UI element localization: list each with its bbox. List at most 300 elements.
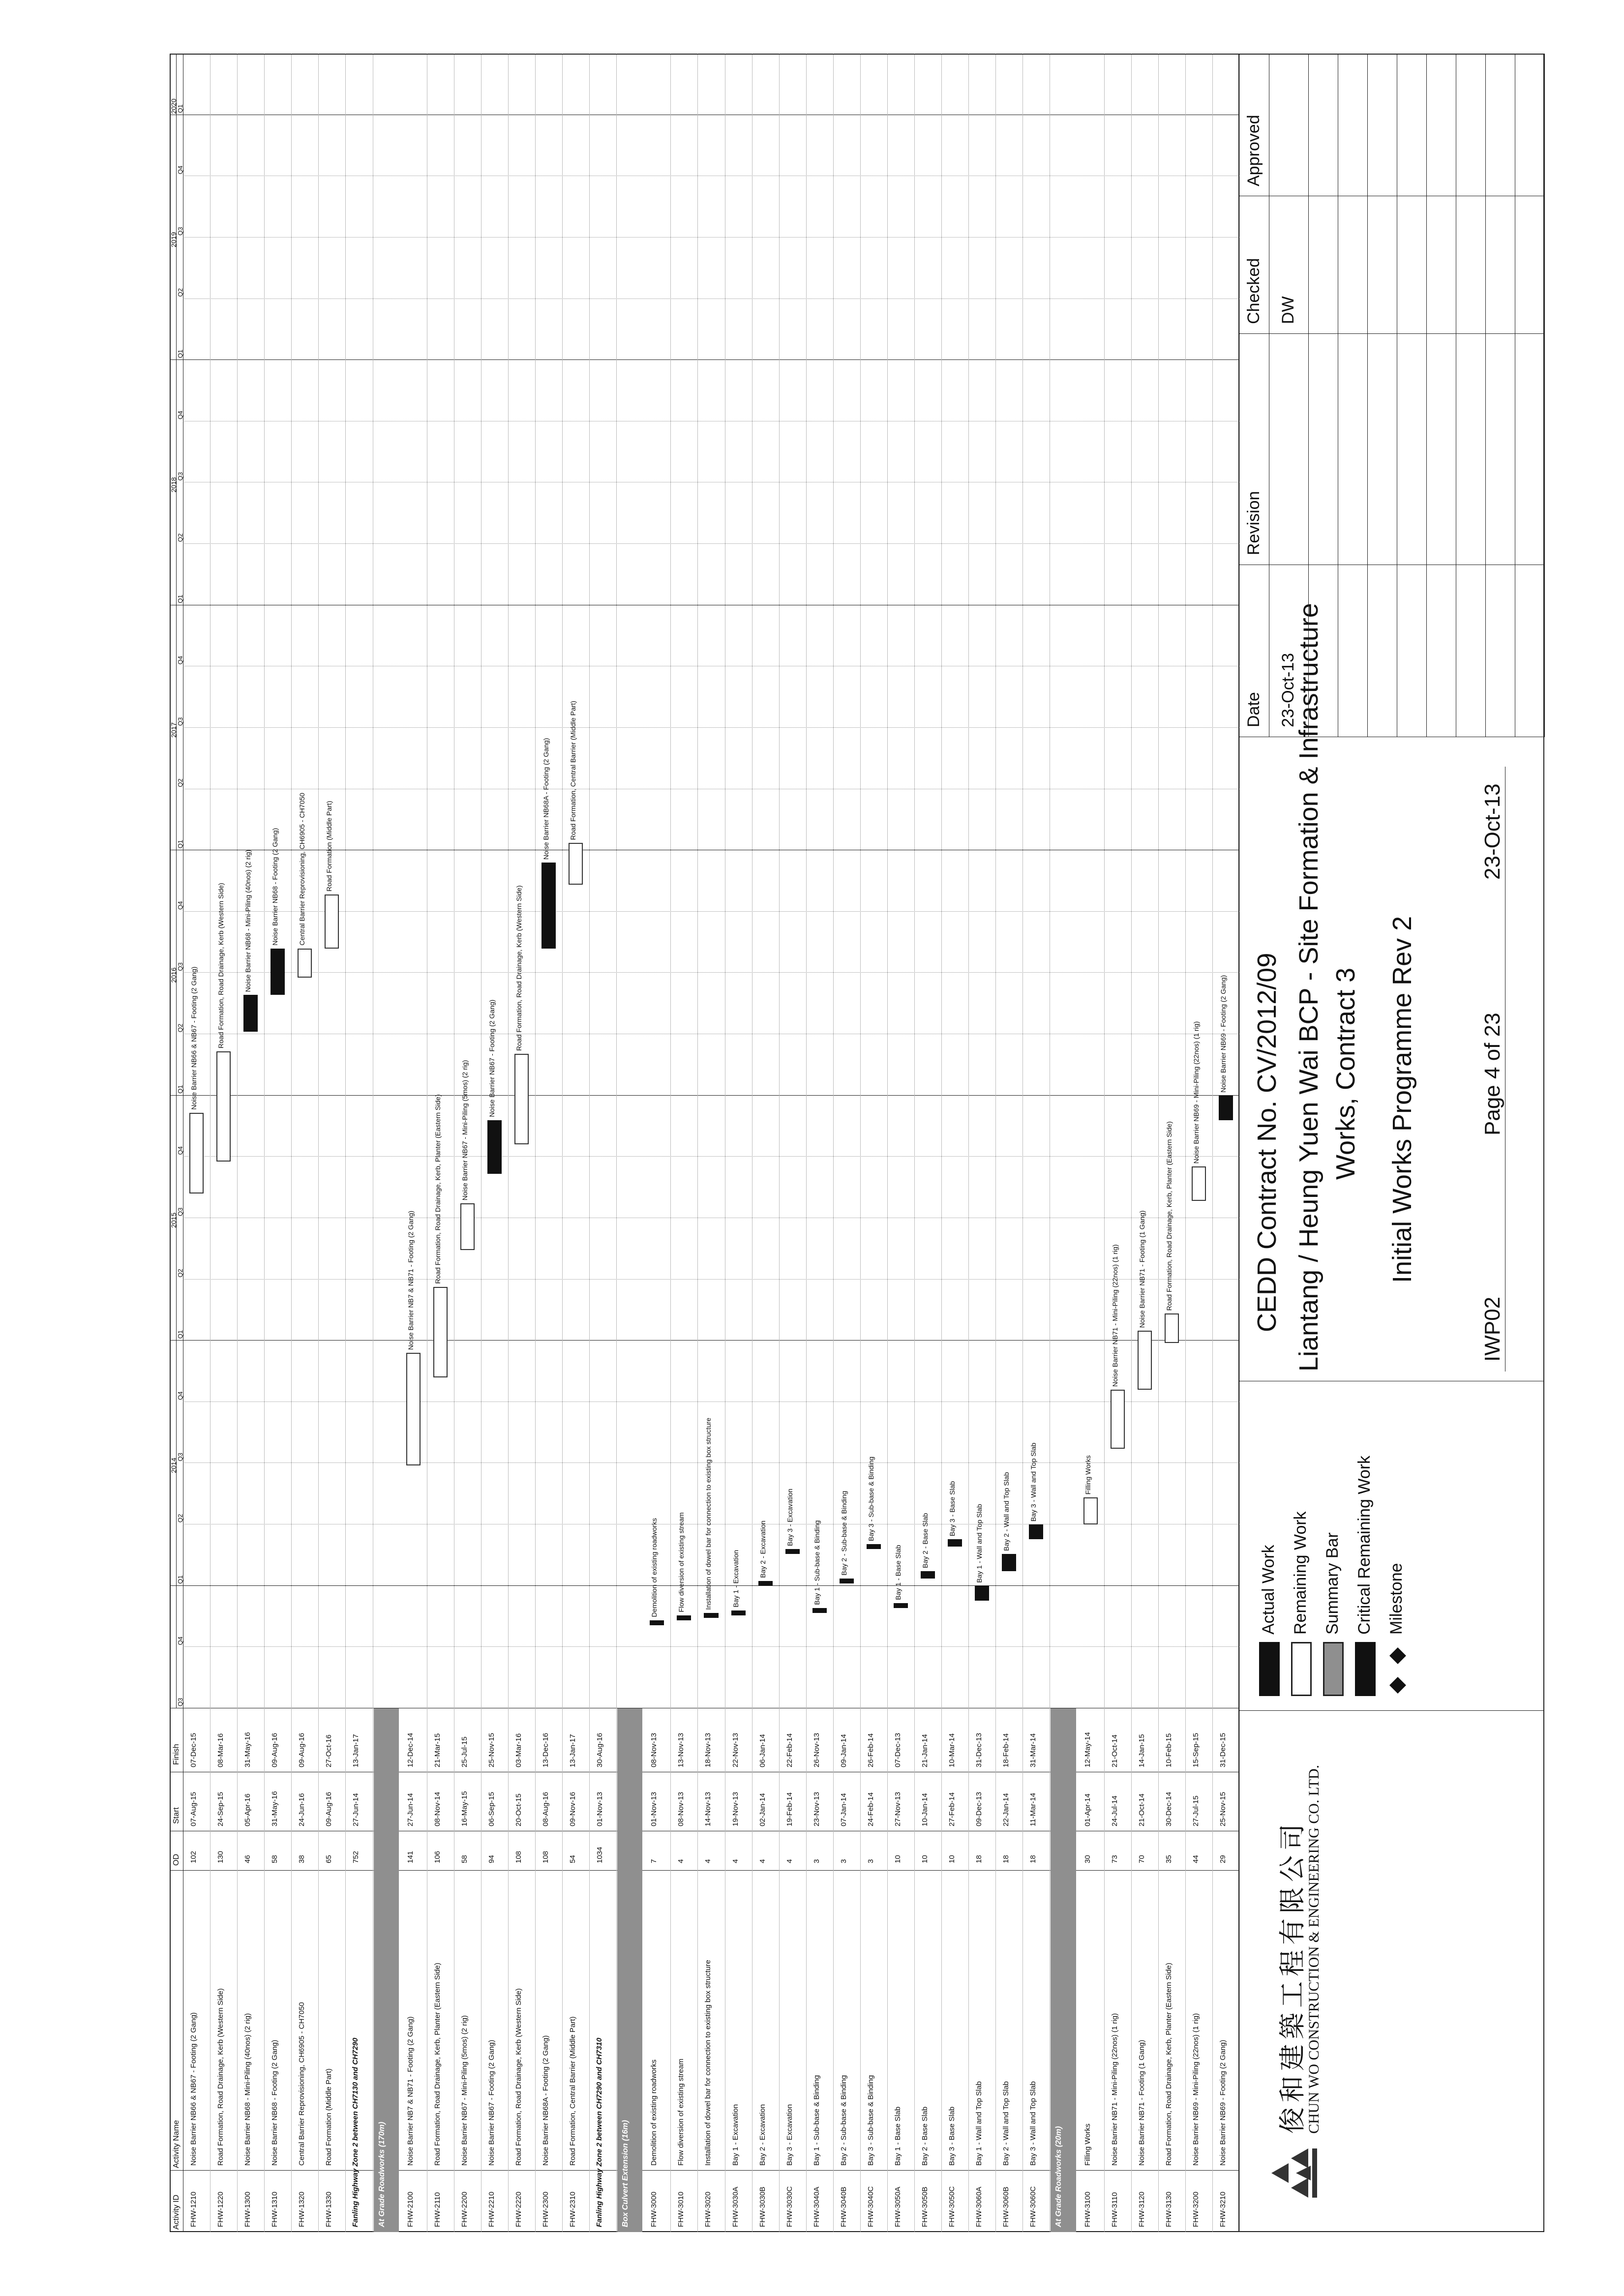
project-title-line2: Works, Contract 3: [1331, 967, 1360, 1180]
header-activity-id: Activity ID: [172, 2194, 180, 2230]
activity-od: 10: [948, 1855, 957, 1863]
activity-od: 58: [271, 1855, 279, 1863]
timeline-quarter-label: Q2: [177, 1514, 184, 1523]
critical-bar: [812, 1608, 827, 1613]
remaining-bar: [298, 949, 312, 978]
activity-id: FHW-2210: [487, 2191, 496, 2227]
activity-od: 18: [1029, 1855, 1038, 1863]
timeline-gridline: [183, 1156, 1239, 1157]
activity-start: 07-Jan-14: [839, 1793, 848, 1826]
activity-finish: 21-Jan-14: [921, 1734, 930, 1767]
row-divider: [291, 54, 292, 2232]
bar-label: Noise Barrier NB68 - Mini-Piling (40nos) (2 rig): [244, 849, 252, 992]
activity-od: 18: [1002, 1855, 1011, 1863]
bar-label: Noise Barrier NB67 - Footing (2 Gang): [487, 999, 496, 1117]
timeline-quarter-label: Q1: [177, 595, 184, 603]
legend-remaining-label: Remaining Work: [1291, 1511, 1310, 1635]
activity-finish: 08-Nov-13: [650, 1732, 659, 1767]
timeline-quarter-label: Q1: [177, 1085, 184, 1094]
activity-start: 20-Oct-15: [514, 1793, 523, 1826]
company-logo-icon: [1269, 2144, 1323, 2203]
activity-od: 18: [975, 1855, 984, 1863]
bar-label: Road Formation, Central Barrier (Middle Part): [569, 701, 577, 840]
revision-header: Date: [1244, 692, 1263, 727]
activity-id: FHW-3030B: [758, 2186, 767, 2227]
timeline-quarter-label: Q1: [177, 104, 184, 113]
bar-label: Flow diversion of existing stream: [677, 1512, 686, 1612]
activity-finish: 18-Feb-14: [1002, 1733, 1011, 1767]
timeline-quarter-label: Q4: [177, 901, 184, 910]
bar-label: Bay 1 - Base Slab: [894, 1545, 902, 1600]
activity-name: Bay 3 - Excavation: [785, 2104, 794, 2166]
activity-name: Bay 1 - Excavation: [731, 2104, 740, 2166]
activity-name: Demolition of existing roadworks: [650, 2059, 659, 2166]
legend-actual-label: Actual Work: [1259, 1545, 1278, 1635]
activity-name: Bay 2 - Sub-base & Binding: [839, 2075, 848, 2166]
activity-name: Bay 1 - Wall and Top Slab: [975, 2081, 984, 2166]
activity-od: 4: [704, 1859, 713, 1863]
timeline-gridline: [183, 1401, 1239, 1402]
activity-od: 35: [1164, 1855, 1173, 1863]
remaining-bar: [189, 1113, 204, 1194]
summary-od: 752: [352, 1850, 361, 1863]
activity-name: Road Formation, Central Barrier (Middle Part): [569, 2016, 577, 2166]
timeline-quarter-label: Q3: [177, 962, 184, 971]
header-od: OD: [172, 1854, 180, 1866]
row-divider: [237, 54, 238, 2232]
critical-bar: [1219, 1096, 1233, 1120]
timeline-gridline: [170, 359, 1239, 360]
activity-name: Noise Barrier NB66 & NB67 - Footing (2 Gang): [189, 2012, 198, 2166]
activity-id: FHW-2100: [406, 2191, 415, 2227]
activity-start: 31-May-16: [271, 1791, 279, 1826]
activity-id: FHW-3000: [650, 2191, 659, 2227]
timeline-quarter-label: Q3: [177, 472, 184, 481]
activity-start: 11-Mar-14: [1029, 1792, 1038, 1826]
activity-finish: 09-Aug-16: [298, 1732, 306, 1767]
critical-bar: [731, 1610, 746, 1615]
activity-id: FHW-1320: [298, 2191, 306, 2227]
critical-bar: [894, 1603, 908, 1608]
revision-cell: 23-Oct-13: [1279, 653, 1297, 727]
activity-finish: 10-Mar-14: [948, 1733, 957, 1767]
remaining-bar: [514, 1054, 529, 1144]
activity-od: 30: [1083, 1855, 1092, 1863]
activity-name: Flow diversion of existing stream: [677, 2058, 686, 2166]
activity-id: FHW-2110: [433, 2192, 442, 2227]
activity-start: 08-Aug-16: [541, 1791, 550, 1826]
activity-start: 22-Jan-14: [1002, 1793, 1011, 1826]
activity-start: 01-Apr-14: [1083, 1793, 1092, 1826]
critical-bar: [758, 1581, 773, 1586]
activity-od: 10: [921, 1855, 930, 1863]
remaining-bar: [325, 895, 339, 949]
activity-od: 3: [812, 1859, 821, 1863]
revision-table-rule: [1308, 54, 1309, 737]
activity-id: FHW-3040A: [812, 2186, 821, 2227]
timeline-quarter-label: Q1: [177, 349, 184, 358]
activity-od: 4: [731, 1859, 740, 1863]
activity-start: 24-Sep-15: [216, 1791, 225, 1826]
activity-id: FHW-3030A: [731, 2186, 740, 2227]
summary-start: 01-Nov-13: [596, 1791, 604, 1826]
activity-start: 24-Jun-16: [298, 1793, 306, 1826]
activity-finish: 08-Mar-16: [216, 1733, 225, 1767]
activity-name: Noise Barrier NB69 - Footing (2 Gang): [1218, 2040, 1227, 2166]
activity-start: 14-Nov-13: [704, 1791, 713, 1826]
legend-swatch-summary: [1323, 1642, 1344, 1696]
activity-finish: 13-Dec-16: [541, 1732, 550, 1767]
row-divider: [318, 54, 319, 2232]
bar-label: Bay 2 - Sub-base & Binding: [840, 1491, 848, 1576]
bar-label: Noise Barrier NB71 - Footing (1 Gang): [1138, 1210, 1146, 1328]
activity-finish: 22-Feb-14: [785, 1733, 794, 1767]
timeline-gridline: [170, 1095, 1239, 1096]
timeline-gridline: [183, 237, 1239, 238]
page-number: Page 4 of 23: [1480, 1013, 1504, 1135]
activity-id: FHW-1210: [189, 2191, 198, 2227]
legend-swatch-actual: [1259, 1642, 1280, 1696]
timeline-quarter-label: Q4: [177, 1146, 184, 1155]
activity-finish: 21-Oct-14: [1110, 1734, 1119, 1767]
timeline-gridline: [183, 911, 1239, 912]
activity-id: FHW-1300: [243, 2191, 252, 2227]
bar-label: Bay 1 - Wall and Top Slab: [975, 1504, 984, 1583]
timeline-quarter-label: Q4: [177, 1391, 184, 1400]
activity-name: Road Formation, Road Drainage, Kerb (Western Side): [216, 1988, 225, 2166]
activity-id: FHW-3210: [1218, 2191, 1227, 2227]
timeline-quarter-label: Q1: [177, 1575, 184, 1584]
activity-name: Road Formation, Road Drainage, Kerb, Planter (Eastern Side): [433, 1963, 442, 2166]
activity-finish: 07-Dec-13: [894, 1732, 902, 1767]
activity-name: Bay 2 - Excavation: [758, 2104, 767, 2166]
activity-start: 23-Nov-13: [812, 1791, 821, 1826]
remaining-bar: [1138, 1331, 1152, 1390]
activity-finish: 31-Dec-13: [975, 1732, 984, 1767]
bar-label: Central Barrier Reprovisioning, CH6905 - CH7050: [298, 793, 306, 946]
timeline-gridline: [183, 727, 1239, 728]
activity-name: Bay 3 - Base Slab: [948, 2106, 957, 2166]
activity-id: FHW-3050A: [894, 2186, 902, 2227]
critical-bar: [1002, 1554, 1016, 1571]
activity-start: 10-Jan-14: [921, 1793, 930, 1826]
bar-label: Bay 3 - Wall and Top Slab: [1029, 1442, 1038, 1522]
activity-start: 24-Feb-14: [866, 1792, 875, 1826]
activity-od: 108: [514, 1850, 523, 1863]
activity-start: 19-Feb-14: [785, 1792, 794, 1826]
activity-name: Bay 1 - Base Slab: [894, 2106, 902, 2166]
critical-bar: [867, 1544, 881, 1549]
row-divider: [968, 54, 969, 2232]
row-divider: [995, 54, 996, 2232]
activity-start: 27-Jul-15: [1191, 1795, 1200, 1826]
activity-id: FHW-2310: [569, 2191, 577, 2227]
row-divider: [210, 54, 211, 2232]
critical-bar: [948, 1539, 962, 1547]
revision-header: Checked: [1244, 258, 1263, 324]
activity-od: 130: [216, 1850, 225, 1863]
activity-finish: 09-Aug-16: [271, 1732, 279, 1767]
critical-bar: [704, 1613, 718, 1618]
activity-start: 08-Nov-14: [433, 1791, 442, 1826]
bar-label: Bay 2 - Base Slab: [921, 1513, 930, 1568]
activity-od: 106: [433, 1850, 442, 1863]
timeline-year-label: 2018: [170, 477, 178, 493]
programme-title: Initial Works Programme Rev 2: [1387, 916, 1417, 1283]
row-divider: [1212, 54, 1213, 2232]
bar-label: Bay 2 - Excavation: [758, 1521, 767, 1578]
timeline-gridline: [170, 1340, 1239, 1341]
timeline-year-label: 2015: [170, 1212, 178, 1228]
activity-name: Road Formation (Middle Part): [325, 2068, 333, 2166]
company-name-chinese: 俊和建築工程有限公司: [1277, 1819, 1308, 2134]
activity-start: 27-Nov-13: [894, 1791, 902, 1826]
section-band-title: At Grade Roadworks (20m): [1054, 2126, 1063, 2227]
activity-od: 70: [1137, 1855, 1146, 1863]
bar-label: Noise Barrier NB68A - Footing (2 Gang): [542, 738, 550, 860]
row-divider: [562, 54, 563, 2232]
activity-id: FHW-3120: [1137, 2191, 1146, 2227]
project-title-line1: Liantang / Heung Yuen Wai BCP - Site Formation & Infrastructure: [1294, 603, 1323, 1372]
remaining-bar: [216, 1051, 231, 1162]
activity-name: Noise Barrier NB7 & NB71 - Footing (2 Gang): [406, 2016, 415, 2166]
activity-id: FHW-3050C: [948, 2186, 957, 2227]
bar-label: Bay 2 - Wall and Top Slab: [1002, 1472, 1011, 1551]
activity-od: 58: [460, 1855, 469, 1863]
activity-od: 108: [541, 1850, 550, 1863]
activity-start: 01-Nov-13: [650, 1791, 659, 1826]
remaining-bar: [1083, 1497, 1098, 1524]
row-divider: [1104, 54, 1105, 2232]
row-divider: [670, 54, 671, 2232]
activity-finish: 10-Feb-15: [1164, 1733, 1173, 1767]
activity-od: 4: [758, 1859, 767, 1863]
activity-start: 16-May-15: [460, 1791, 469, 1826]
bar-label: Demolition of existing roadworks: [650, 1518, 659, 1617]
activity-id: FHW-3010: [677, 2191, 686, 2227]
activity-od: 46: [243, 1855, 252, 1863]
activity-start: 06-Sep-15: [487, 1791, 496, 1826]
critical-bar: [1029, 1524, 1043, 1539]
timeline-gridline: [183, 1279, 1239, 1280]
row-divider: [508, 54, 509, 2232]
row-divider: [1158, 54, 1159, 2232]
activity-start: 21-Oct-14: [1137, 1793, 1146, 1826]
activity-od: 7: [650, 1859, 659, 1863]
activity-od: 54: [569, 1855, 577, 1863]
document-date: 23-Oct-13: [1480, 783, 1504, 880]
activity-finish: 25-Nov-15: [487, 1732, 496, 1767]
activity-name: Noise Barrier NB67 - Mini-Piling (5mos) (2 rig): [460, 2015, 469, 2166]
timeline-quarter-label: Q3: [177, 1207, 184, 1216]
activity-finish: 21-Mar-15: [433, 1733, 442, 1767]
activity-od: 141: [406, 1850, 415, 1863]
timeline-quarter-label: Q2: [177, 1269, 184, 1278]
bar-label: Road Formation, Road Drainage, Kerb, Planter (Eastern Side): [1165, 1121, 1173, 1311]
row-divider: [616, 54, 617, 2232]
activity-finish: 15-Sep-15: [1191, 1732, 1200, 1767]
activity-id: FHW-1310: [271, 2191, 279, 2227]
activity-od: 3: [839, 1859, 848, 1863]
timeline-quarter-label: Q3: [177, 1698, 184, 1706]
critical-bar: [677, 1615, 691, 1620]
activity-finish: 27-Oct-16: [325, 1734, 333, 1767]
activity-name: Noise Barrier NB68 - Footing (2 Gang): [271, 2040, 279, 2166]
activity-start: 19-Nov-13: [731, 1791, 740, 1826]
activity-start: 30-Dec-14: [1164, 1791, 1173, 1826]
summary-name: Fanling Highway Zone 2 between CH7290 and CH7310: [595, 2037, 604, 2227]
row-divider: [1185, 54, 1186, 2232]
revision-table-rule: [1426, 54, 1427, 737]
activity-id: FHW-3110: [1110, 2192, 1119, 2227]
row-divider: [1131, 54, 1132, 2232]
row-divider: [779, 54, 780, 2232]
bar-label: Noise Barrier NB66 & NB67 - Footing (2 Gang): [190, 966, 198, 1110]
revision-header: Approved: [1244, 115, 1263, 186]
programme-table: [170, 54, 1239, 2232]
activity-id: FHW-2200: [460, 2191, 469, 2227]
remaining-bar: [460, 1203, 475, 1250]
critical-bar: [650, 1620, 664, 1625]
remaining-bar: [433, 1287, 448, 1377]
activity-id: FHW-3200: [1191, 2191, 1200, 2227]
bar-label: Bay 3 - Sub-base & Binding: [867, 1456, 875, 1541]
row-divider: [535, 54, 536, 2232]
activity-finish: 09-Jan-14: [839, 1734, 848, 1767]
activity-finish: 14-Jan-15: [1137, 1734, 1146, 1767]
activity-id: FHW-3040B: [839, 2186, 848, 2227]
activity-finish: 31-Mar-14: [1029, 1733, 1038, 1767]
activity-name: Noise Barrier NB67 - Footing (2 Gang): [487, 2040, 496, 2166]
activity-id: FHW-3130: [1164, 2191, 1173, 2227]
revision-table-rule: [1367, 54, 1368, 737]
summary-od: 1034: [596, 1847, 604, 1863]
header-activity-name: Activity Name: [172, 2120, 180, 2168]
remaining-bar: [406, 1353, 421, 1465]
row-divider: [914, 54, 915, 2232]
activity-start: 02-Jan-14: [758, 1793, 767, 1826]
activity-name: Bay 1 - Sub-base & Binding: [812, 2075, 821, 2166]
timeline-quarter-label: Q2: [177, 288, 184, 297]
header-start: Start: [172, 1807, 180, 1824]
legend-summary-label: Summary Bar: [1323, 1532, 1342, 1635]
activity-od: 3: [866, 1859, 875, 1863]
timeline-quarter-label: Q4: [177, 656, 184, 665]
row-divider: [833, 54, 834, 2232]
contract-title: CEDD Contract No. CV/2012/09: [1252, 953, 1282, 1332]
activity-name: Road Formation, Road Drainage, Kerb (Western Side): [514, 1988, 523, 2166]
timeline-quarter-label: Q2: [177, 533, 184, 542]
activity-start: 27-Jun-14: [406, 1793, 415, 1826]
activity-name: Filling Works: [1083, 2123, 1092, 2166]
legend-critical-label: Critical Remaining Work: [1355, 1455, 1374, 1635]
row-divider: [887, 54, 888, 2232]
timeline-quarter-label: Q1: [177, 1330, 184, 1339]
critical-bar: [487, 1120, 502, 1174]
row-divider: [589, 54, 590, 2232]
remaining-bar: [1111, 1390, 1125, 1449]
company-name-english: CHUN WO CONSTRUCTION & ENGINEERING CO. LTD.: [1306, 1765, 1322, 2134]
summary-start: 27-Jun-14: [352, 1793, 361, 1826]
activity-finish: 06-Jan-14: [758, 1734, 767, 1767]
activity-od: 102: [189, 1850, 198, 1863]
bar-label: Noise Barrier NB69 - Mini-Piling (22nos) (1 rig): [1192, 1021, 1200, 1164]
doc-code: IWP02: [1480, 1296, 1504, 1362]
timeline-gridline: [183, 298, 1239, 299]
activity-id: FHW-3060A: [975, 2186, 984, 2227]
row-divider: [264, 54, 265, 2232]
activity-od: 44: [1191, 1855, 1200, 1863]
activity-od: 29: [1218, 1855, 1227, 1863]
activity-name: Central Barrier Reprovisioning, CH6905 - CH7050: [298, 2002, 306, 2166]
activity-finish: 25-Jul-15: [460, 1736, 469, 1767]
remaining-bar: [1192, 1166, 1206, 1201]
activity-start: 07-Aug-15: [189, 1791, 198, 1826]
critical-bar: [271, 949, 285, 995]
activity-id: FHW-3060C: [1029, 2186, 1038, 2227]
critical-bar: [785, 1549, 800, 1554]
revision-table-rule: [1485, 54, 1486, 737]
timeline-year-label: 2019: [170, 232, 178, 247]
bar-label: Filling Works: [1083, 1455, 1092, 1495]
activity-od: 73: [1110, 1855, 1119, 1863]
activity-id: FHW-1330: [325, 2191, 333, 2227]
activity-start: 09-Dec-13: [975, 1791, 984, 1826]
timeline-gridline: [183, 543, 1239, 544]
revision-table-col-rule: [1239, 333, 1544, 334]
bar-label: Noise Barrier NB67 - Mini-Piling (5mos) (2 rig): [460, 1060, 469, 1201]
row-divider: [697, 54, 698, 2232]
remaining-bar: [569, 843, 583, 885]
activity-od: 65: [325, 1855, 333, 1863]
activity-name: Noise Barrier NB69 - Mini-Piling (22nos) (1 rig): [1191, 2013, 1200, 2166]
activity-name: Noise Barrier NB71 - Mini-Piling (22nos) (1 rig): [1110, 2013, 1119, 2166]
bar-label: Road Formation, Road Drainage, Kerb (Western Side): [514, 885, 523, 1051]
activity-name: Noise Barrier NB71 - Footing (1 Gang): [1137, 2040, 1146, 2166]
activity-od: 4: [785, 1859, 794, 1863]
activity-name: Road Formation, Road Drainage, Kerb, Planter (Eastern Side): [1164, 1963, 1173, 2166]
row-divider: [806, 54, 807, 2232]
activity-finish: 13-Nov-13: [677, 1732, 686, 1767]
row-divider: [941, 54, 942, 2232]
activity-finish: 31-Dec-15: [1218, 1732, 1227, 1767]
activity-start: 08-Nov-13: [677, 1791, 686, 1826]
activity-id: FHW-3020: [704, 2191, 713, 2227]
activity-od: 4: [677, 1859, 686, 1863]
bar-label: Noise Barrier NB71 - Mini-Piling (22nos) (1 rig): [1111, 1244, 1119, 1387]
bar-label: Road Formation, Road Drainage, Kerb (Western Side): [217, 883, 225, 1048]
activity-id: FHW-2220: [514, 2191, 523, 2227]
timeline-year-label: 2017: [170, 722, 178, 738]
summary-finish: 13-Jan-17: [352, 1734, 361, 1767]
activity-name: Bay 3 - Wall and Top Slab: [1029, 2081, 1038, 2166]
activity-finish: 18-Nov-13: [704, 1732, 713, 1767]
activity-finish: 26-Nov-13: [812, 1732, 821, 1767]
bar-label: Bay 3 - Excavation: [785, 1489, 794, 1546]
timeline-gridline: [183, 972, 1239, 973]
summary-finish: 30-Aug-16: [596, 1732, 604, 1767]
timeline-quarter-label: Q4: [177, 1637, 184, 1645]
activity-finish: 26-Feb-14: [866, 1733, 875, 1767]
activity-finish: 31-May-16: [243, 1732, 252, 1767]
timeline-year-label: 2014: [170, 1458, 178, 1473]
legend-swatch-critical: [1355, 1642, 1376, 1696]
section-band-title: At Grade Roadworks (170m): [377, 2121, 386, 2227]
activity-finish: 13-Jan-17: [569, 1734, 577, 1767]
activity-id: FHW-2300: [541, 2191, 550, 2227]
activity-start: 25-Nov-15: [1218, 1791, 1227, 1826]
activity-id: FHW-3100: [1083, 2191, 1092, 2227]
